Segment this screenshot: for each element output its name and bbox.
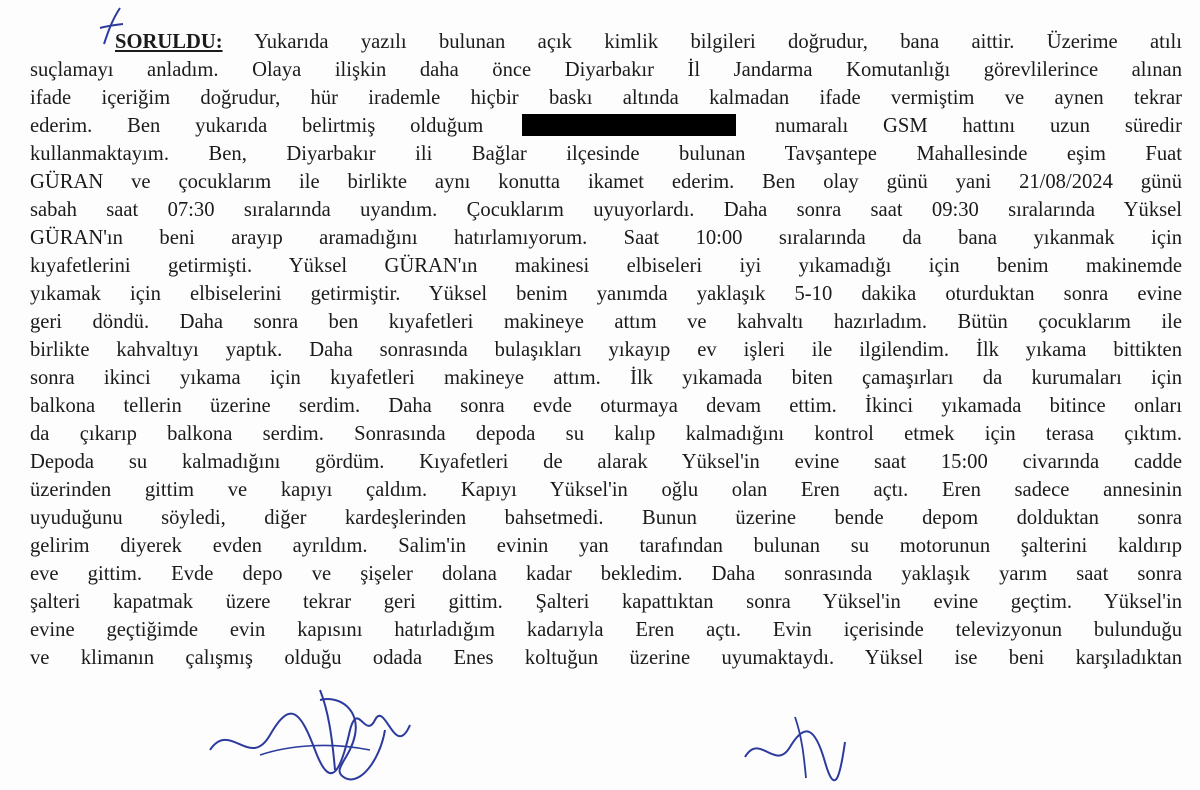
paragraph-line: sonra ikinci yıkama için kıyafetleri makineye attım. İlk yıkamada biten çamaşırları da kurumaları için — [30, 367, 1182, 389]
paragraph-line: ve klimanın çalışmış olduğu odada Enes koltuğun üzerine uyumaktaydı. Yüksel ise beni karşıladıktan — [30, 647, 1182, 669]
paragraph-line: GÜRAN ve çocuklarım ile birlikte aynı konutta ikamet ederim. Ben olay günü yani 21/08/2024 günü — [30, 171, 1182, 193]
line-text: ederim. Ben yukarıda belirtmiş olduğum — [30, 115, 484, 137]
paragraph-line: şalteri kapatmak üzere tekrar geri gittim. Şalteri kapattıktan sonra Yüksel'in evine geçtim. Yüksel'in — [30, 591, 1182, 613]
paragraph-line: Depoda su kalmadığını gördüm. Kıyafetleri de alarak Yüksel'in evine saat 15:00 civarında cadde — [30, 451, 1182, 473]
paragraph-line: geri döndü. Daha sonra ben kıyafetleri makineye attım ve kahvaltı hazırladım. Bütün çocuklarım ile — [30, 311, 1182, 333]
paragraph-line: suçlamayı anladım. Olaya ilişkin daha önce Diyarbakır İl Jandarma Komutanlığı görevlilerince alınan — [30, 59, 1182, 81]
signature-scribble-left — [200, 680, 420, 780]
redaction-bar — [522, 114, 736, 136]
paragraph-line: uyuduğunu söyledi, diğer kardeşlerinden bahsetmedi. Bunun üzerine bende depom dolduktan sonra — [30, 507, 1182, 529]
paragraph-line: yıkamak için elbiselerini getirmiştir. Yüksel benim yanımda yaklaşık 5-10 dakika oturduktan sonra evine — [30, 283, 1182, 305]
paragraph-line: sabah saat 07:30 sıralarında uyandım. Çocuklarım uyuyorlardı. Daha sonra saat 09:30 sıralarında Yüksel — [30, 199, 1182, 221]
paragraph-line — [115, 28, 1182, 56]
paragraph-line: evine geçtiğimde evin kapısını hatırladığım kadarıyla Eren açtı. Evin içerisinde televizyonun bulunduğu — [30, 619, 1182, 641]
paragraph-line: GÜRAN'ın beni arayıp aramadığını hatırlamıyorum. Saat 10:00 sıralarında da bana yıkanmak için — [30, 227, 1182, 249]
signature-loop — [300, 690, 400, 785]
paragraph-line: kullanmaktayım. Ben, Diyarbakır ili Bağlar ilçesinde bulunan Tavşantepe Mahallesinde eşim Fuat — [30, 143, 1182, 165]
section-label: SORULDU: — [115, 31, 223, 53]
paragraph-line: da çıkarıp balkona serdim. Sonrasında depoda su kalıp kalmadığını kontrol etmek için terasa çıktım. — [30, 423, 1182, 445]
paragraph-line: eve gittim. Evde depo ve şişeler dolana kadar bekledim. Daha sonrasında yaklaşık yarım saat sonra — [30, 563, 1182, 585]
paragraph-line: gelirim diyerek evden ayrıldım. Salim'in evinin yan tarafından bulunan su motorunun şalterini kaldırıp — [30, 535, 1182, 557]
paragraph-line — [30, 112, 1182, 140]
paragraph-line: üzerinden gittim ve kapıyı çaldım. Kapıyı Yüksel'in oğlu olan Eren açtı. Eren sadece annesinin — [30, 479, 1182, 501]
paragraph-line: balkona tellerin üzerine serdim. Daha sonra evde oturmaya devam ettim. İkinci yıkamada bitince onları — [30, 395, 1182, 417]
paragraph-line: kıyafetlerini getirmişti. Yüksel GÜRAN'ın makinesi elbiseleri iyi yıkamadığı için benim makinemde — [30, 255, 1182, 277]
line-text: numaralı GSM hattını uzun süredir — [775, 115, 1183, 137]
paragraph-line: ifade içeriğim doğrudur, hür irademle hiçbir baskı altında kalmadan ifade vermiştim ve aynen tekrar — [30, 87, 1182, 109]
line-text: Yukarıda yazılı bulunan açık kimlik bilgileri doğrudur, bana aittir. Üzerime atılı — [222, 31, 1182, 53]
signature-scribble-right — [740, 712, 850, 782]
paragraph-line: birlikte kahvaltıyı yaptık. Daha sonrasında bulaşıkları yıkayıp ev işleri ile ilgilendim. İlk yıkama bittikten — [30, 339, 1182, 361]
